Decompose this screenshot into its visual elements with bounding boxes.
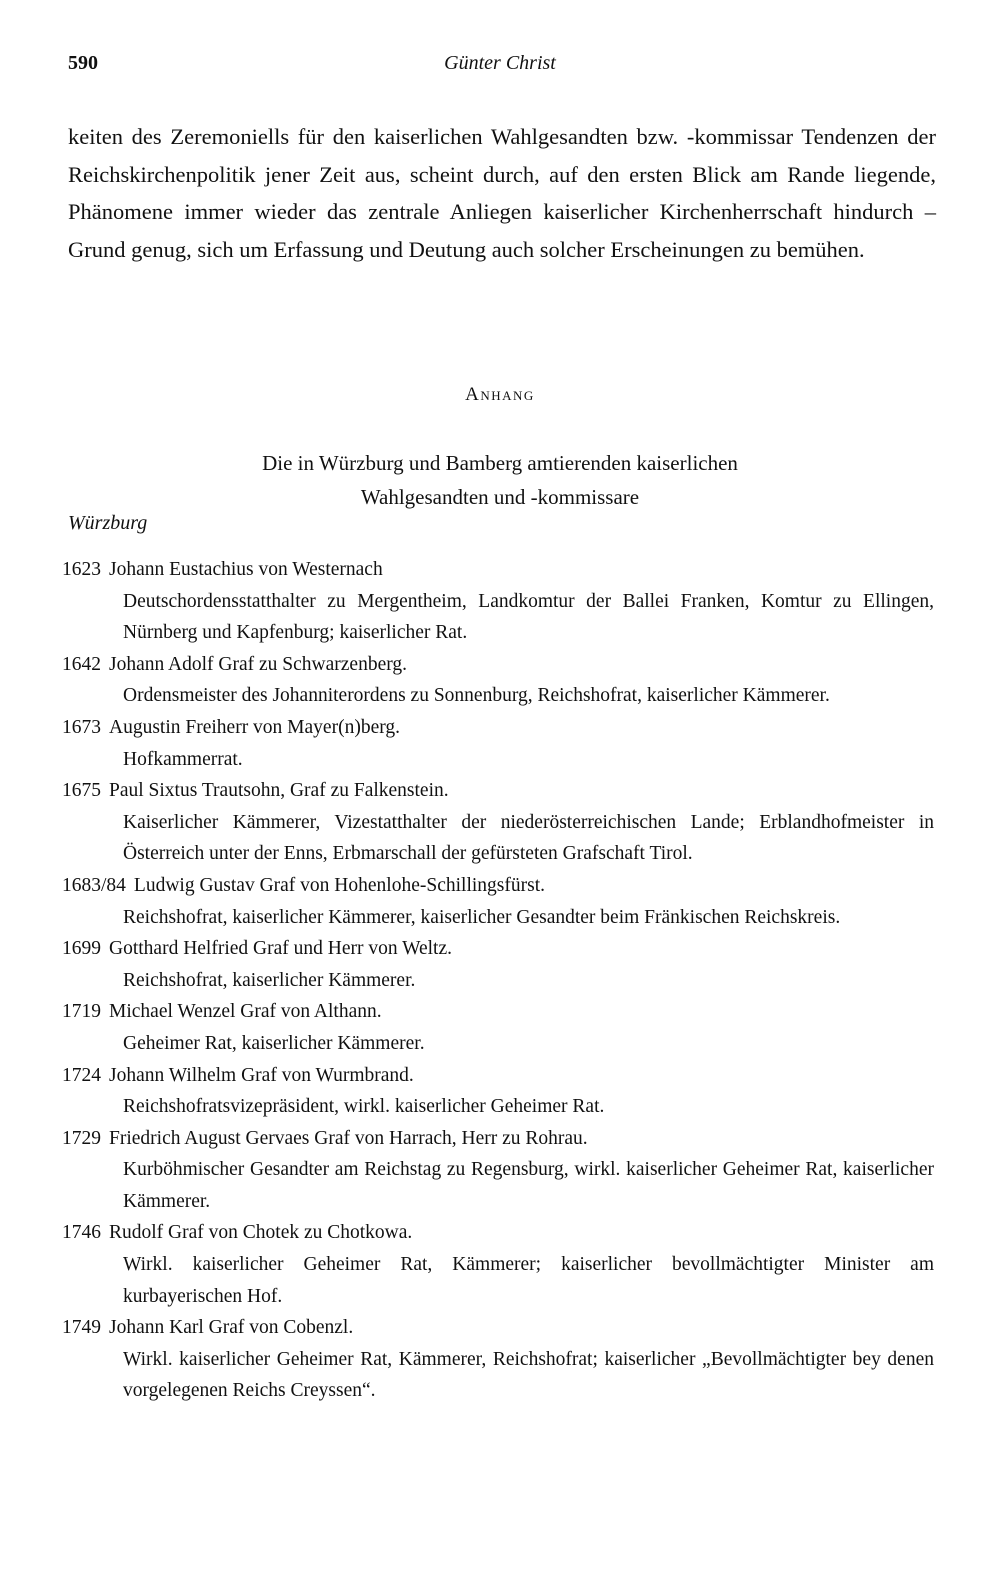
entry-name: Rudolf Graf von Chotek zu Chotkowa. [109,1222,413,1244]
entry-year: 1724 [62,1064,101,1086]
appendix-title [0,446,1000,514]
intro-paragraph [68,118,936,268]
list-item [62,712,934,775]
entry-description: Reichshofratsvizepräsident, wirkl. kaiserlicher Geheimer Rat. [123,1096,605,1118]
region-heading: Würzburg [68,512,148,534]
list-item [62,775,934,870]
running-title: Günter Christ [444,52,556,74]
entry-year: 1749 [62,1317,101,1339]
entry-year: 1673 [62,716,101,738]
entry-description: Hofkammerrat. [123,748,243,770]
entry-name: Gotthard Helfried Graf und Herr von Weltz. [109,938,452,960]
list-item [62,649,934,712]
entry-description: Geheimer Rat, kaiserlicher Kämmerer. [123,1032,425,1054]
entry-year: 1623 [62,559,101,580]
appendix-title-line-1: Die in Würzburg und Bamberg amtierenden kaiserlichen [262,451,738,475]
entry-name: Augustin Freiherr von Mayer(n)berg. [109,716,400,738]
appendix-title-line-2: Wahlgesandten und -kommissare [360,485,640,509]
list-item [62,554,934,649]
list-item [62,1123,934,1218]
intro-text: keiten des Zeremoniells für den kaiserlichen Wahlgesandten bzw. -kommissar Tendenzen der Reichskirchenpolitik jener Zeit aus, scheint durch, auf den ersten Blick am Rande liegende, Phänomene immer wieder das zentrale Anliegen kaiserlicher Kirchenherrschaft hindurch – Grund genug, sich um Erfassung und Deutung auch solcher Erscheinungen zu bemühen. [68,124,936,262]
entry-name: Johann Eustachius von Westernach [109,559,383,580]
entry-year: 1719 [62,1001,101,1023]
list-item [62,996,934,1059]
entry-name: Johann Adolf Graf zu Schwarzenberg. [109,653,408,675]
list-item [62,870,934,933]
list-item [62,1312,934,1407]
entry-name: Paul Sixtus Trautsohn, Graf zu Falkenstein. [109,780,449,802]
entry-year: 1699 [62,938,101,960]
entry-description: Wirkl. kaiserlicher Geheimer Rat, Kämmerer, Reichshofrat; kaiserlicher „Bevollmächtigter bey denen vorgelegenen Reichs Creyssen“. [123,1348,934,1402]
list-item [62,933,934,996]
entry-description: Deutschordensstatthalter zu Mergentheim, Landkomtur der Ballei Franken, Komtur zu Ellingen, Nürnberg und Kapfenburg; kaiserlicher Rat. [123,590,934,644]
entry-year: 1642 [62,653,101,675]
entry-name: Friedrich August Gervaes Graf von Harrach, Herr zu Rohrau. [109,1127,588,1149]
entry-year: 1675 [62,780,101,802]
entry-description: Reichshofrat, kaiserlicher Kämmerer. [123,969,416,991]
envoy-list [62,554,934,1407]
page-number: 590 [68,52,98,74]
entry-name: Johann Karl Graf von Cobenzl. [109,1317,354,1339]
running-head [68,52,932,82]
entry-description: Kurböhmischer Gesandter am Reichstag zu Regensburg, wirkl. kaiserlicher Geheimer Rat, kaiserlicher Kämmerer. [123,1159,934,1212]
appendix-heading: Anhang [465,384,535,405]
list-item [62,1060,934,1123]
entry-description: Kaiserlicher Kämmerer, Vizestatthalter der niederösterreichischen Lande; Erblandhofmeister in Österreich unter der Enns, Erbmarschall der gefürsteten Grafschaft Tirol. [123,811,934,865]
entry-year: 1729 [62,1127,101,1149]
entry-description: Reichshofrat, kaiserlicher Kämmerer, kaiserlicher Gesandter beim Fränkischen Reichskreis. [123,906,841,928]
entry-year: 1746 [62,1222,101,1244]
entry-description: Wirkl. kaiserlicher Geheimer Rat, Kämmerer; kaiserlicher bevollmächtigter Minister am kurbayerischen Hof. [123,1254,934,1307]
list-item [62,1217,934,1312]
entry-description: Ordensmeister des Johanniterordens zu Sonnenburg, Reichshofrat, kaiserlicher Kämmerer. [123,685,830,707]
entry-name: Ludwig Gustav Graf von Hohenlohe-Schillingsfürst. [133,874,545,896]
entry-name: Michael Wenzel Graf von Althann. [109,1001,382,1023]
entry-year: 1683/84 [62,874,126,896]
entry-name: Johann Wilhelm Graf von Wurmbrand. [109,1064,414,1086]
